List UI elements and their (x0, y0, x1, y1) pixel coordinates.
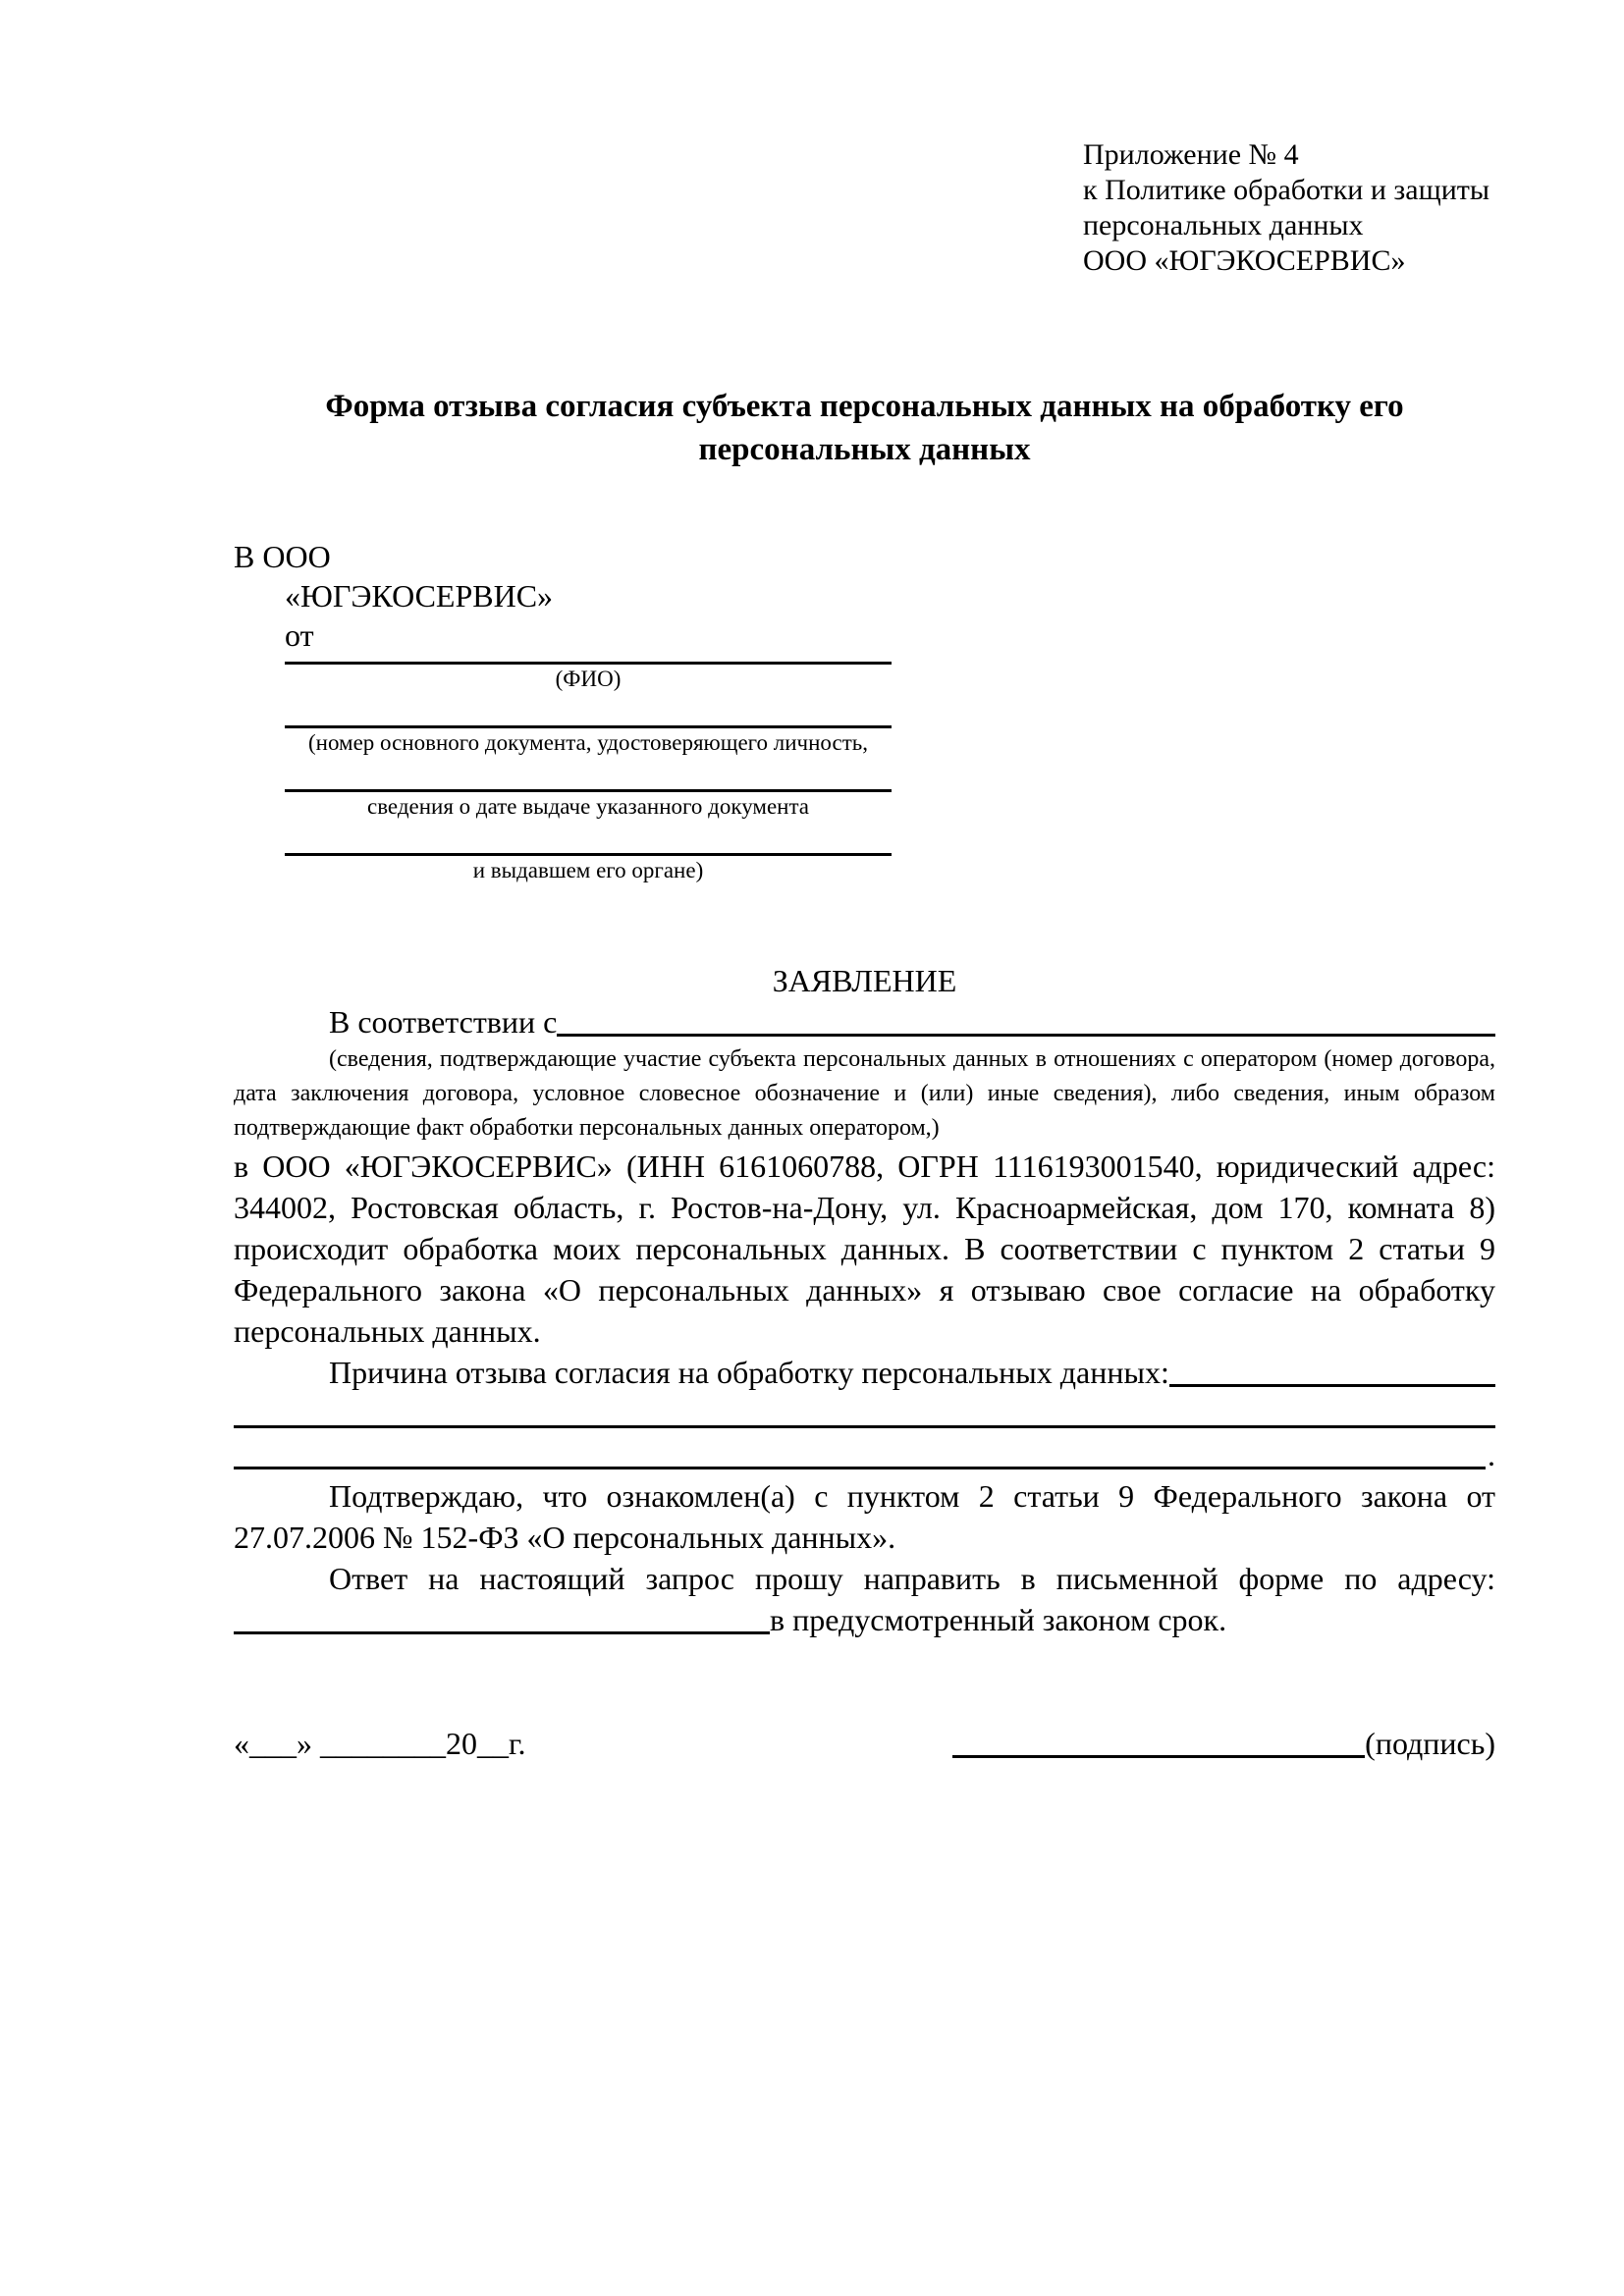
issuer-caption: и выдавшем его органе) (472, 858, 704, 882)
annex-header-line: персональных данных (1083, 209, 1364, 241)
intro-text: В соответствии с (329, 1004, 558, 1040)
addressee-from-label: от (285, 617, 314, 653)
annex-header-line: Приложение № 4 (1083, 138, 1299, 171)
reply-suffix: в предусмотренный законом срок. (770, 1602, 1227, 1637)
reason-label: Причина отзыва согласия на обработку персональных данных: (329, 1355, 1169, 1390)
statement-heading: ЗАЯВЛЕНИЕ (772, 963, 957, 998)
addressee-fields (285, 662, 892, 883)
reason-blank-row (234, 1434, 1495, 1475)
annex-header-line: к Политике обработки и защиты (1083, 174, 1490, 206)
signature-field-line[interactable] (952, 1755, 1365, 1758)
reason-blank-row (234, 1393, 1495, 1434)
confirm-paragraph: Подтверждаю, что ознакомлен(а) с пунктом 2 статьи 9 Федерального закона от 27.07.2006 № 152-ФЗ «О персональных данных». (234, 1478, 1495, 1555)
address-field-line[interactable] (234, 1631, 770, 1634)
issue-date-caption: сведения о дате выдаче указанного документа (366, 794, 810, 819)
page-title: Форма отзыва согласия субъекта персональных данных на обработку его персональных данных (325, 389, 1404, 467)
signature-group (952, 1723, 1495, 1764)
footer-row (234, 1723, 1495, 1764)
addressee-company: «ЮГЭКОСЕРВИС» (285, 578, 554, 614)
body-paragraph: в ООО «ЮГЭКОСЕРВИС» (ИНН 6161060788, ОГРН 1116193001540, юридический адрес: 344002, Ростовская область, г. Ростов-на-Дону, ул. Красноармейская, дом 170, комната 8) происходит обработка моих персональных данных. В соответствии с пунктом 2 статьи 9 Федерального закона «О персональных данных» я отзываю свое согласие на обработку персональных данных. (234, 1148, 1495, 1349)
end-period: . (1488, 1437, 1495, 1472)
reason-field-line-3[interactable] (234, 1467, 1486, 1469)
reason-field-line[interactable] (1169, 1384, 1495, 1387)
reason-row (234, 1352, 1495, 1393)
addressee-to: В ООО (234, 539, 331, 574)
signature-caption: (подпись) (1365, 1726, 1495, 1761)
date-field[interactable]: «___» ________20__г. (234, 1726, 526, 1761)
annex-header-line: ООО «ЮГЭКОСЕРВИС» (1083, 244, 1406, 277)
fio-caption: (ФИО) (555, 667, 622, 691)
reason-field-line-2[interactable] (234, 1425, 1495, 1428)
annex-header (1083, 137, 1495, 279)
reply-address-row (234, 1599, 1495, 1640)
basis-field-line[interactable] (557, 1034, 1495, 1037)
reply-paragraph: Ответ на настоящий запрос прошу направить в письменной форме по адресу: (329, 1561, 1495, 1596)
doc-number-caption: (номер основного документа, удостоверяющего личность, (307, 730, 868, 755)
intro-row (234, 1001, 1495, 1042)
intro-note: (сведения, подтверждающие участие субъекта персональных данных в отношениях с оператором (номер договора, дата заключения договора, условное словесное обозначение и (или) иные сведения), либо сведения, иным образом подтверждающие факт обработки персональных данных оператором,) (234, 1046, 1495, 1141)
addressee-block (234, 537, 1495, 883)
